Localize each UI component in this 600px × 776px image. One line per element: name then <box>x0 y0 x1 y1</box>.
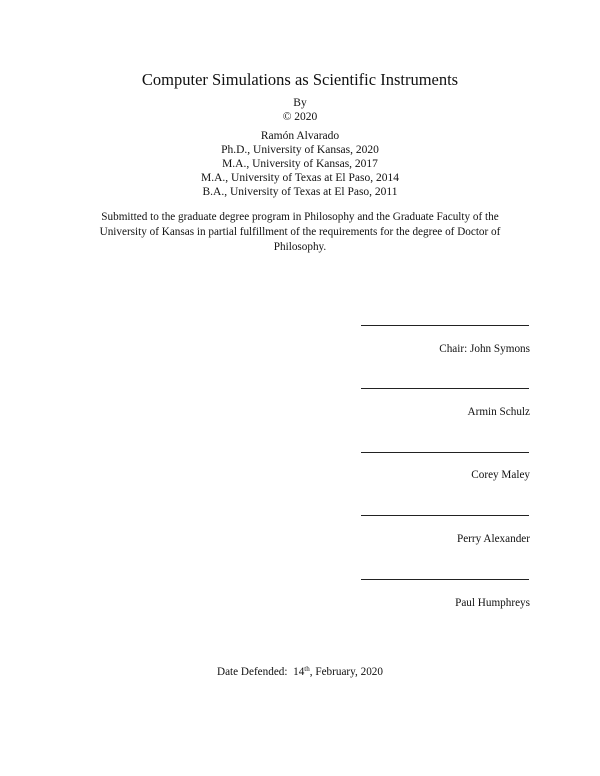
date-day: 14 <box>293 666 305 678</box>
submission-statement <box>80 210 520 255</box>
degree-line: B.A., University of Texas at El Paso, 2011 <box>202 186 398 198</box>
date-defended-label: Date Defended: <box>217 666 288 678</box>
submission-text: and the Graduate Faculty of the University of Kansas in partial fulfillment of the requirements for the degree of <box>99 211 499 238</box>
degree-line: Ph.D., University of Kansas, 2020 <box>221 144 379 156</box>
copyright-line: © 2020 <box>282 111 318 123</box>
signature-line <box>361 515 529 516</box>
degree-line: M.A., University of Kansas, 2017 <box>222 158 378 170</box>
signature-line <box>361 452 529 453</box>
committee-member: Corey Maley <box>471 469 530 481</box>
submission-text: Submitted to the graduate degree program in <box>101 211 305 223</box>
committee-member: Paul Humphreys <box>455 597 530 609</box>
signature-line <box>361 388 529 389</box>
date-rest: , February, 2020 <box>309 666 383 678</box>
document-title: Computer Simulations as Scientific Instruments <box>141 70 459 89</box>
committee-member: Perry Alexander <box>456 533 530 545</box>
degree-name: Doctor of Philosophy <box>273 226 501 253</box>
committee-member: Armin Schulz <box>467 406 530 418</box>
date-day-suffix: th <box>304 665 310 673</box>
date-defended <box>0 666 600 678</box>
submission-text: . <box>323 241 327 253</box>
author-name: Ramón Alvarado <box>260 130 340 142</box>
program-name: Philosophy <box>304 211 355 223</box>
committee-chair: Chair: John Symons <box>439 343 530 355</box>
degree-line: M.A., University of Texas at El Paso, 2014 <box>201 172 399 184</box>
signature-line <box>361 579 529 580</box>
by-line: By <box>293 97 307 109</box>
signature-line <box>361 325 529 326</box>
